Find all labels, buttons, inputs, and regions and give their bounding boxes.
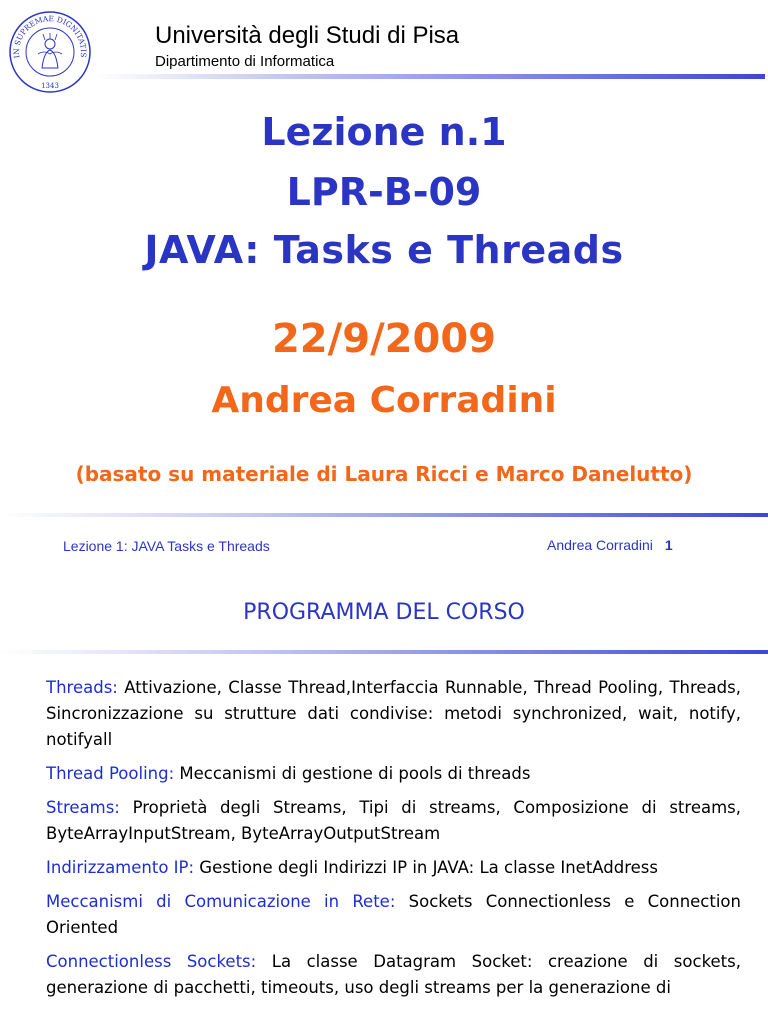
lesson-date: 22/9/2009: [271, 316, 497, 362]
topic-item: [46, 675, 741, 753]
svg-text:1343: 1343: [41, 82, 59, 90]
topic-text: Gestione degli Indirizzi IP in JAVA: La classe InetAddress: [194, 858, 659, 877]
author-name: Andrea Corradini: [211, 380, 557, 421]
footer-author: [547, 537, 673, 553]
topic-keyword: Streams:: [46, 798, 120, 817]
slide-divider: [0, 513, 768, 517]
topic-keyword: Thread Pooling:: [46, 764, 175, 783]
university-name: Università degli Studi di Pisa: [155, 22, 460, 49]
program-title: PROGRAMMA DEL CORSO: [243, 600, 525, 625]
topic-text: Proprietà degli Streams, Tipi di streams, Composizione di streams, ByteArrayInputStream, ByteArrayOutputStream: [46, 798, 741, 843]
topic-list: [46, 675, 741, 1009]
topic-text: Attivazione, Classe Thread,Interfaccia Runnable, Thread Pooling, Threads, Sincronizzazione su strutture dati condivise: metodi synchronized, wait, notify, notifyall: [46, 678, 741, 749]
lesson-subject: JAVA: Tasks e Threads: [144, 228, 624, 272]
topic-item: [46, 855, 741, 881]
topic-text: Sockets Connectionless e Connection Oriented: [46, 892, 741, 937]
svg-text:IN SUPREMAE DIGNITATIS: IN SUPREMAE DIGNITATIS: [11, 14, 89, 59]
topic-keyword: Threads:: [46, 678, 118, 697]
topic-item: [46, 761, 741, 787]
lesson-title: Lezione n.1: [261, 110, 507, 154]
credit-note: (basato su materiale di Laura Ricci e Marco Danelutto): [75, 462, 693, 486]
university-seal-logo: [8, 10, 92, 94]
footer-author-name: Andrea Corradini: [547, 537, 653, 553]
department-name: Dipartimento di Informatica: [155, 53, 335, 70]
topic-text: Meccanismi di gestione di pools di threads: [174, 764, 531, 783]
program-divider: [0, 650, 768, 654]
header-divider: [95, 74, 765, 79]
page-number: 1: [664, 537, 673, 553]
topic-keyword: Connectionless Sockets:: [46, 952, 257, 971]
course-code: LPR-B-09: [286, 170, 482, 214]
topic-keyword: Indirizzamento IP:: [46, 858, 195, 877]
topic-item: [46, 949, 741, 1001]
topic-keyword: Meccanismi di Comunicazione in Rete:: [46, 892, 396, 911]
topic-item: [46, 889, 741, 941]
topic-item: [46, 795, 741, 847]
topic-text: La classe Datagram Socket: creazione di sockets, generazione di pacchetti, timeouts, uso degli streams per la generazione di: [46, 952, 741, 997]
footer-lesson-label: Lezione 1: JAVA Tasks e Threads: [63, 538, 270, 554]
